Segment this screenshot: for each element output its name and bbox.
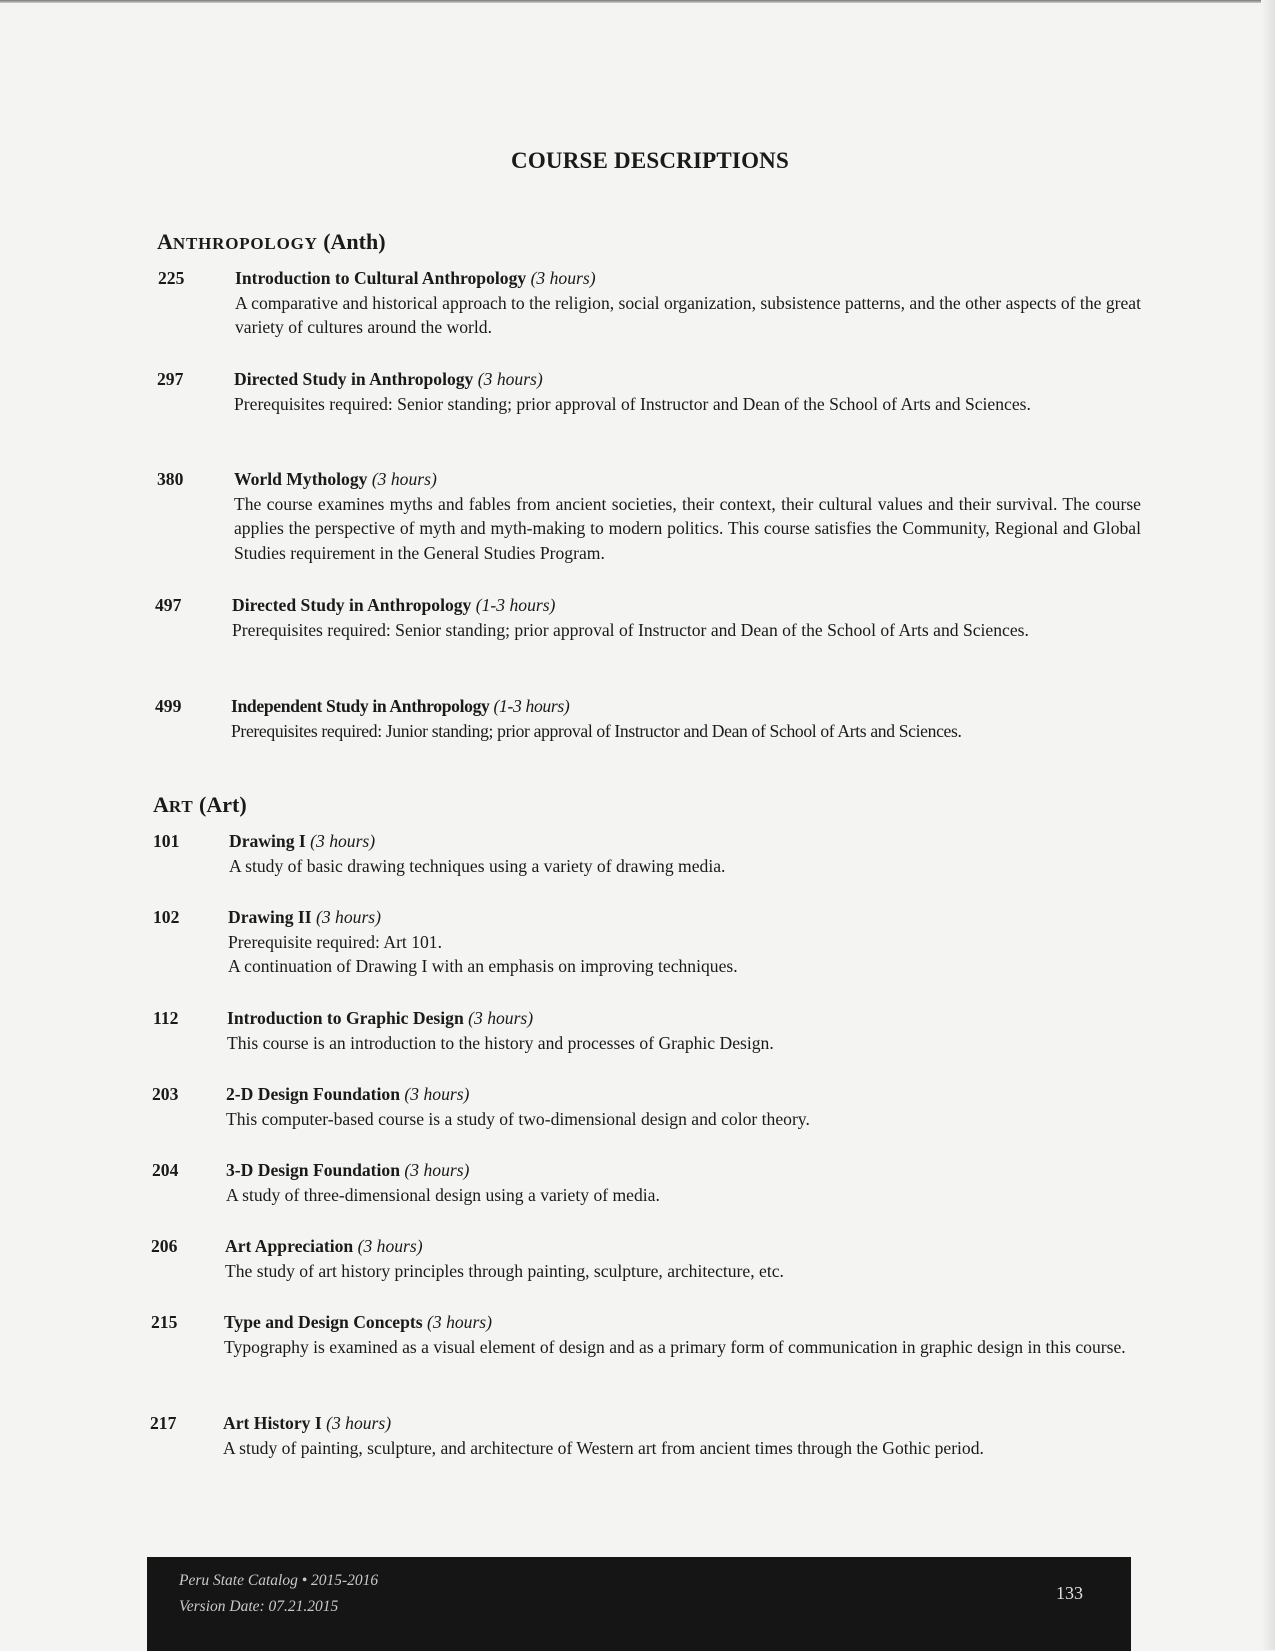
section-name-rest: NTHROPOLOGY [172, 234, 318, 253]
section-abbr: (Art) [199, 792, 247, 817]
course-title: World Mythology [234, 469, 368, 489]
course-number: 101 [153, 831, 180, 851]
course-hours: (1-3 hours) [475, 595, 556, 615]
course-description: A study of three-dimensional design using a variety of media. [226, 1184, 660, 1205]
course-title: Drawing II [228, 907, 312, 927]
course-number: 206 [151, 1236, 178, 1256]
course-description: This computer-based course is a study of two-dimensional design and color theory. [226, 1108, 810, 1129]
course-entry [152, 1158, 1136, 1208]
course-entry [153, 1006, 1137, 1056]
course-number: 217 [150, 1413, 177, 1433]
course-number: 112 [153, 1008, 179, 1028]
course-hours: (3 hours) [404, 1084, 470, 1104]
course-entry [157, 467, 1141, 567]
course-title: Art History I [223, 1413, 322, 1433]
course-number: 380 [157, 469, 184, 489]
course-description: A continuation of Drawing I with an emphasis on improving techniques. [228, 956, 738, 976]
course-title: Type and Design Concepts [224, 1312, 423, 1332]
footer-catalog-title: Peru State Catalog • 2015-2016 [179, 1572, 379, 1589]
course-description: Prerequisites required: Senior standing; prior approval of Instructor and Dean of the School of Arts and Sciences. [234, 393, 1031, 414]
course-number: 297 [157, 369, 184, 389]
section-abbr: (Anth) [323, 229, 386, 254]
page-title: COURSE DESCRIPTIONS [511, 148, 789, 173]
course-title: Independent Study in Anthropology [231, 696, 490, 716]
course-hours: (3 hours) [427, 1312, 493, 1332]
course-number: 497 [155, 595, 182, 615]
course-title: Directed Study in Anthropology [234, 369, 474, 389]
course-hours: (1-3 hours) [493, 696, 570, 716]
page-edge-shadow [1261, 0, 1275, 1650]
course-title: 3-D Design Foundation [226, 1160, 401, 1180]
course-number: 215 [151, 1312, 178, 1332]
course-entry [151, 1234, 1135, 1284]
course-description: A comparative and historical approach to the religion, social organization, subsistence patterns, and the other aspects of the great variety of cultures around the world. [235, 292, 1141, 337]
course-hours: (3 hours) [316, 907, 381, 927]
section-name-initial: A [153, 792, 169, 817]
course-title: Drawing I [229, 831, 306, 851]
course-entry [152, 1082, 1136, 1132]
course-hours: (3 hours) [404, 1160, 470, 1180]
section-heading-art [153, 792, 247, 818]
course-number: 225 [158, 268, 185, 288]
section-name-rest: RT [168, 797, 194, 816]
course-description: A study of painting, sculpture, and architecture of Western art from ancient times through the Gothic period. [223, 1437, 984, 1458]
course-number: 499 [155, 696, 182, 716]
course-description: The course examines myths and fables from ancient societies, their context, their cultural values and their survival. The course applies the perspective of myth and myth-making to modern politics. This course satisfies the Community, Regional and Global Studies requirement in the General Studies Program. [234, 493, 1141, 563]
section-name-initial: A [157, 229, 173, 254]
footer-version-date: Version Date: 07.21.2015 [179, 1598, 339, 1615]
course-title: Art Appreciation [225, 1236, 354, 1256]
course-hours: (3 hours) [371, 469, 437, 489]
course-number: 204 [152, 1160, 179, 1180]
top-rule [0, 0, 1275, 3]
course-description: Typography is examined as a visual element of design and as a primary form of communication in graphic design in this course. [224, 1336, 1126, 1357]
course-description: Prerequisites required: Senior standing; prior approval of Instructor and Dean of the School of Arts and Sciences. [232, 619, 1029, 640]
course-hours: (3 hours) [310, 831, 376, 851]
course-title: Directed Study in Anthropology [232, 595, 472, 615]
course-entry [157, 266, 1141, 337]
course-hours: (3 hours) [468, 1008, 534, 1028]
course-description: This course is an introduction to the history and processes of Graphic Design. [227, 1032, 774, 1053]
course-title: Introduction to Cultural Anthropology [235, 268, 527, 288]
course-entry [155, 593, 1139, 653]
course-entry [155, 694, 1139, 744]
course-entry [153, 905, 1137, 981]
course-entry [153, 829, 1137, 879]
course-description: Prerequisite required: Art 101. [228, 931, 443, 952]
course-hours: (3 hours) [477, 369, 543, 389]
course-title: Introduction to Graphic Design [227, 1008, 464, 1028]
course-title: 2-D Design Foundation [226, 1084, 401, 1104]
page-footer [147, 1557, 1131, 1651]
section-heading-anthropology [157, 229, 386, 255]
course-description: The study of art history principles through painting, sculpture, architecture, etc. [225, 1260, 784, 1281]
course-entry [151, 1310, 1135, 1386]
course-number: 102 [153, 907, 180, 927]
course-entry [157, 367, 1141, 427]
course-description: Prerequisites required: Junior standing; prior approval of Instructor and Dean of School of Arts and Sciences. [231, 720, 962, 741]
course-hours: (3 hours) [357, 1236, 423, 1256]
course-hours: (3 hours) [326, 1413, 392, 1433]
course-description: A study of basic drawing techniques using a variety of drawing media. [229, 855, 726, 876]
course-entry [150, 1411, 1134, 1487]
course-hours: (3 hours) [530, 268, 596, 288]
page-number: 133 [1056, 1583, 1083, 1603]
course-number: 203 [152, 1084, 179, 1104]
